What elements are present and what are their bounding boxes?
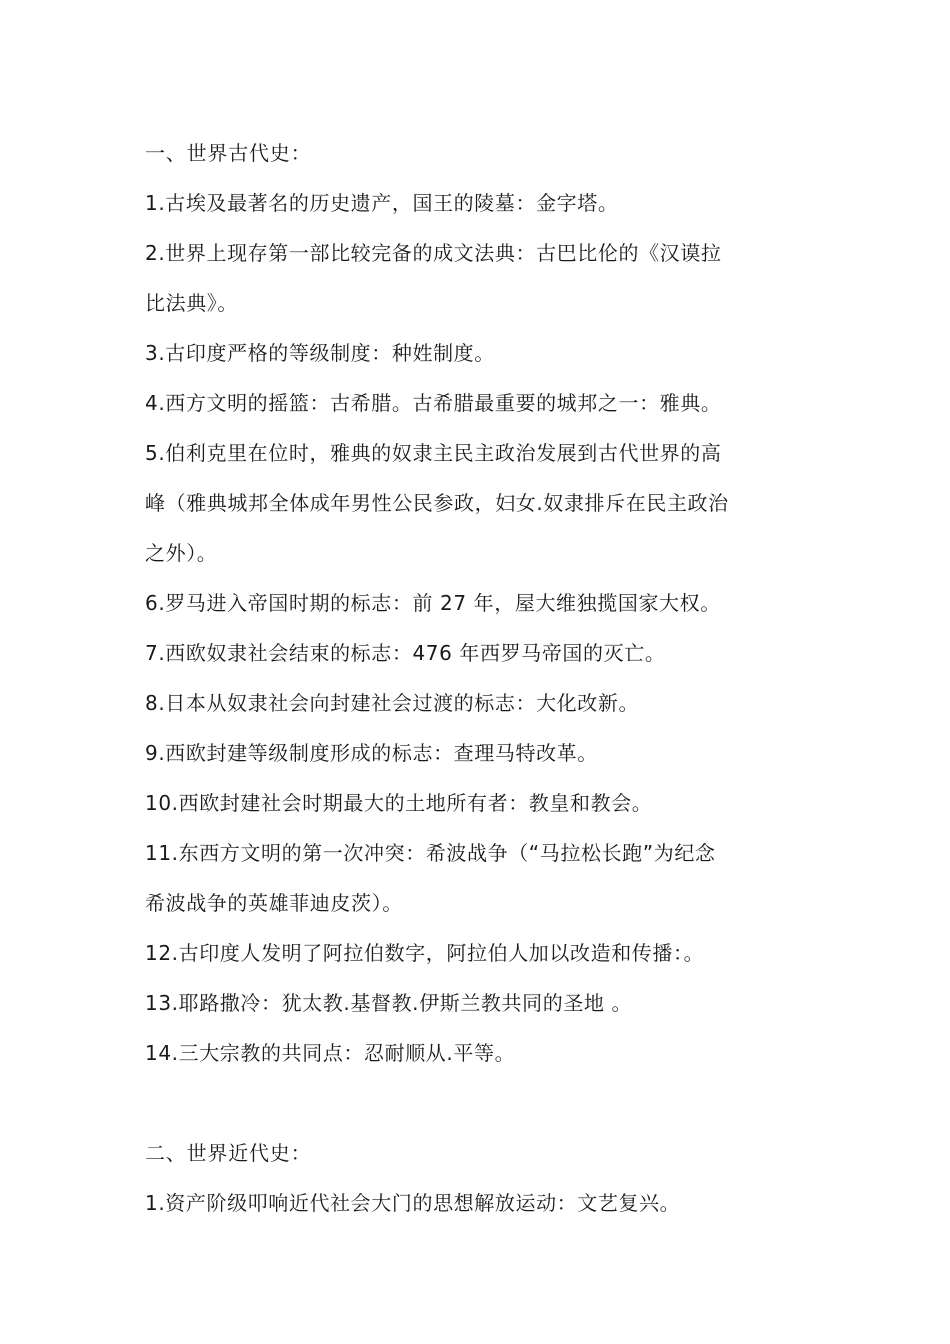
text-line: 比法典》。 [145,291,238,315]
text-line: 3.古印度严格的等级制度：种姓制度。 [145,341,495,365]
document-body [145,128,815,1228]
text-line: 12.古印度人发明了阿拉伯数字，阿拉伯人加以改造和传播：。 [145,941,705,965]
text-line: 峰（雅典城邦全体成年男性公民参政，妇女.奴隶排斥在民主政治 [145,491,729,515]
text-line: 希波战争的英雄菲迪皮茨）。 [145,891,403,915]
text-line: 1.资产阶级叩响近代社会大门的思想解放运动：文艺复兴。 [145,1191,681,1215]
section-heading-modern: 二、世界近代史： [145,1141,312,1165]
text-line: 1.古埃及最著名的历史遗产，国王的陵墓：金字塔。 [145,191,619,215]
text-line: 2.世界上现存第一部比较完备的成文法典：古巴比伦的《汉谟拉 [145,241,722,265]
section-heading-ancient: 一、世界古代史： [145,141,312,165]
text-line: 6.罗马进入帝国时期的标志：前 27 年，屋大维独揽国家大权。 [145,591,721,615]
text-line: 9.西欧封建等级制度形成的标志：查理马特改革。 [145,741,598,765]
section-spacer [145,1078,815,1128]
text-line: 11.东西方文明的第一次冲突：希波战争（“马拉松长跑”为纪念 [145,841,716,865]
text-line: 14.三大宗教的共同点：忍耐顺从.平等。 [145,1041,516,1065]
text-line: 13.耶路撒冷：犹太教.基督教.伊斯兰教共同的圣地 。 [145,991,633,1015]
text-line: 之外）。 [145,541,218,565]
text-line: 8.日本从奴隶社会向封建社会过渡的标志：大化改新。 [145,691,640,715]
text-line: 10.西欧封建社会时期最大的土地所有者：教皇和教会。 [145,791,653,815]
text-line: 7.西欧奴隶社会结束的标志：476 年西罗马帝国的灭亡。 [145,641,666,665]
text-line: 5.伯利克里在位时，雅典的奴隶主民主政治发展到古代世界的高 [145,441,722,465]
text-line: 4.西方文明的摇篮：古希腊。古希腊最重要的城邦之一：雅典。 [145,391,722,415]
